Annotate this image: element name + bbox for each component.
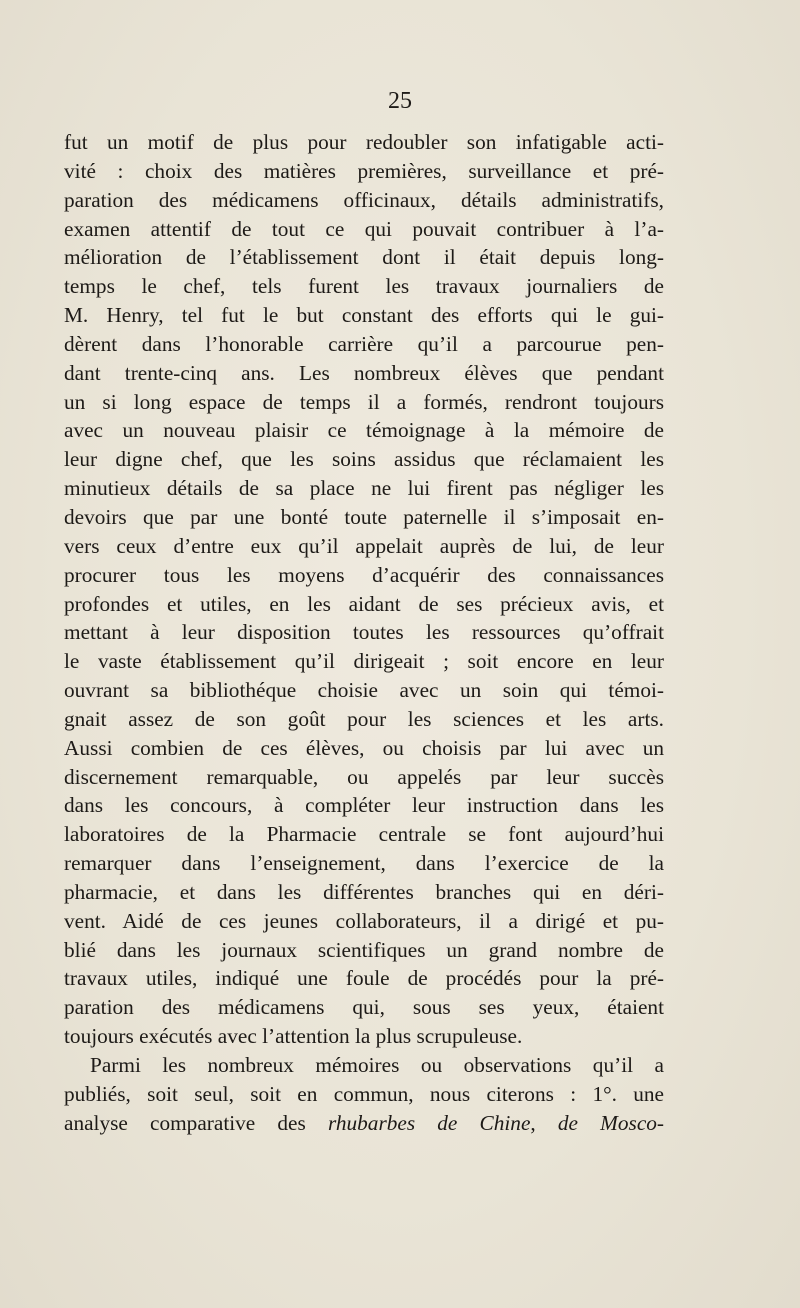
text-line (64, 763, 664, 792)
text-line (64, 445, 664, 474)
text-line (64, 474, 664, 503)
text-segment: procurer tous les moyens d’acquérir des connaissances (64, 562, 664, 587)
text-segment: examen attentif de tout ce qui pouvait contribuer à l’a- (64, 216, 664, 241)
text-line (64, 416, 664, 445)
text-segment: dant trente-cinq ans. Les nombreux élèves que pendant (64, 360, 664, 385)
text-line (64, 561, 664, 590)
body-text (64, 128, 664, 1138)
text-segment: Parmi les nombreux mémoires ou observations qu’il a (90, 1053, 664, 1077)
text-line (64, 157, 664, 186)
text-line (64, 647, 664, 676)
text-segment: avec un nouveau plaisir ce témoignage à la mémoire de (64, 418, 664, 443)
text-line (64, 243, 664, 272)
text-line (64, 907, 664, 936)
paragraph (64, 128, 664, 1051)
text-line (64, 215, 664, 244)
text-segment: publiés, soit seul, soit en commun, nous citerons : 1°. une (64, 1081, 664, 1106)
text-segment: vent. Aidé de ces jeunes collaborateurs, il a dirigé et pu- (64, 908, 664, 933)
text-line (64, 618, 664, 647)
text-segment: gnait assez de son goût pour les sciences et les arts. (64, 706, 664, 731)
text-line (64, 676, 664, 705)
text-line (64, 734, 664, 763)
text-segment: toujours exécutés avec l’attention la plus scrupuleuse. (64, 1024, 523, 1049)
text-segment: laboratoires de la Pharmacie centrale se font aujourd’hui (64, 822, 664, 847)
italic-text-segment: rhubarbes de Chine (327, 1110, 531, 1135)
text-segment: vers ceux d’entre eux qu’il appelait auprès de lui, de leur (64, 533, 664, 558)
text-line (64, 301, 664, 330)
italic-text-segment: de Mosco- (557, 1110, 664, 1135)
text-segment: discernement remarquable, ou appelés par leur succès (64, 764, 664, 789)
text-segment: le vaste établissement qu’il dirigeait ; soit encore en leur (64, 649, 664, 674)
text-line (64, 330, 664, 359)
text-segment: temps le chef, tels furent les travaux journaliers de (64, 274, 664, 299)
text-line (64, 1022, 664, 1051)
paragraph (64, 1051, 664, 1138)
text-segment: un si long espace de temps il a formés, rendront toujours (64, 389, 664, 414)
text-segment: M. Henry, tel fut le but constant des efforts qui le gui- (64, 303, 664, 328)
text-segment: travaux utiles, indiqué une foule de procédés pour la pré- (64, 966, 664, 991)
text-segment: devoirs que par une bonté toute paternelle il s’imposait en- (64, 504, 664, 529)
text-segment: fut un motif de plus pour redoubler son infatigable acti- (64, 130, 664, 154)
text-line (64, 186, 664, 215)
text-line (64, 359, 664, 388)
text-segment: ouvrant sa bibliothéque choisie avec un soin qui témoi- (64, 678, 664, 703)
text-line (64, 1051, 664, 1080)
text-segment: minutieux détails de sa place ne lui firent pas négliger les (64, 476, 664, 501)
text-line (64, 590, 664, 619)
text-line (64, 1080, 664, 1109)
text-segment: profondes et utiles, en les aidant de ses précieux avis, et (64, 591, 664, 616)
text-segment: vité : choix des matières premières, surveillance et pré- (64, 158, 664, 183)
text-segment: paration des médicamens qui, sous ses yeux, étaient (64, 995, 664, 1020)
text-line (64, 936, 664, 965)
text-segment: Aussi combien de ces élèves, ou choisis par lui avec un (64, 735, 664, 760)
text-line (64, 388, 664, 417)
text-line (64, 705, 664, 734)
text-line (64, 820, 664, 849)
text-segment: mélioration de l’établissement dont il était depuis long- (64, 245, 664, 270)
text-segment: leur digne chef, que les soins assidus que réclamaient les (64, 447, 664, 472)
text-segment: paration des médicamens officinaux, détails administratifs, (64, 187, 664, 212)
text-segment: , (530, 1110, 558, 1135)
text-segment: mettant à leur disposition toutes les ressources qu’offrait (64, 620, 664, 645)
text-segment: dans les concours, à compléter leur instruction dans les (64, 793, 664, 818)
text-segment: analyse comparative des (64, 1110, 328, 1135)
text-segment: blié dans les journaux scientifiques un grand nombre de (64, 937, 664, 962)
text-line (64, 503, 664, 532)
text-line (64, 791, 664, 820)
text-line (64, 1109, 664, 1138)
text-line (64, 964, 664, 993)
text-line (64, 993, 664, 1022)
text-line (64, 128, 664, 157)
text-segment: remarquer dans l’enseignement, dans l’exercice de la (64, 851, 664, 876)
page-number: 25 (388, 88, 412, 114)
text-segment: dèrent dans l’honorable carrière qu’il a parcourue pen- (64, 331, 664, 356)
text-segment: pharmacie, et dans les différentes branches qui en déri- (64, 879, 664, 904)
text-line (64, 272, 664, 301)
text-line (64, 878, 664, 907)
text-line (64, 532, 664, 561)
text-line (64, 849, 664, 878)
